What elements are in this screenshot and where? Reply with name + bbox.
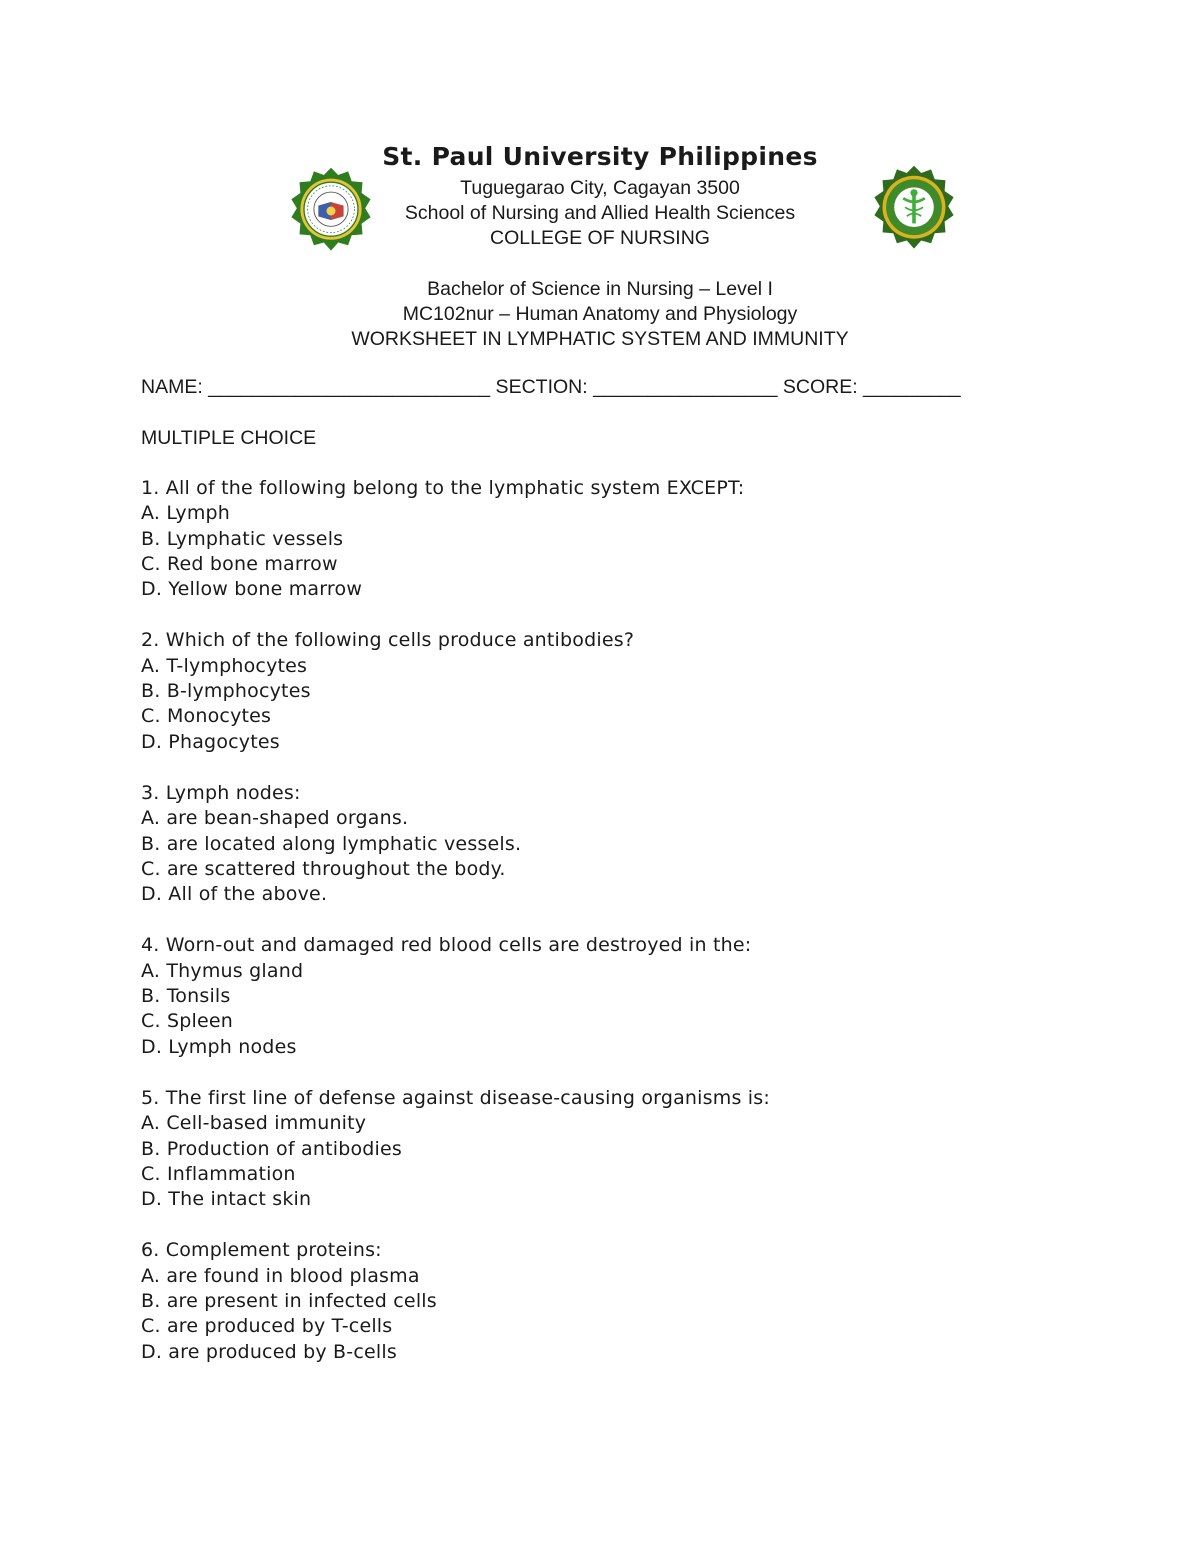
- question-stem: 5. The first line of defense against disease-causing organisms is:: [141, 1086, 770, 1109]
- school-name: School of Nursing and Allied Health Sciences: [404, 202, 796, 224]
- answer-option: C. are produced by T-cells: [141, 1315, 393, 1338]
- question-4: [141, 933, 1101, 1059]
- answer-option: A. are found in blood plasma: [141, 1264, 420, 1287]
- question-stem: 2. Which of the following cells produce antibodies?: [141, 629, 635, 652]
- question-stem: 3. Lymph nodes:: [141, 781, 301, 804]
- document-header: [0, 138, 1200, 352]
- university-name: St. Paul University Philippines: [382, 142, 818, 171]
- answer-option: A. Cell-based immunity: [141, 1112, 367, 1135]
- answer-option: B. Tonsils: [141, 985, 231, 1008]
- question-list: [141, 476, 1101, 1391]
- college-name: COLLEGE OF NURSING: [490, 227, 710, 249]
- answer-option: C. are scattered throughout the body.: [141, 857, 506, 880]
- question-3: [141, 781, 1101, 907]
- question-stem: 6. Complement proteins:: [141, 1239, 382, 1262]
- answer-option: C. Inflammation: [141, 1162, 296, 1185]
- question-stem: 1. All of the following belong to the lymphatic system EXCEPT:: [141, 477, 745, 499]
- course-name: MC102nur – Human Anatomy and Physiology: [402, 303, 798, 325]
- worksheet-title: WORKSHEET IN LYMPHATIC SYSTEM AND IMMUNITY: [351, 328, 849, 350]
- answer-option: A. Lymph: [141, 502, 231, 525]
- answer-option: B. Lymphatic vessels: [141, 527, 344, 550]
- question-2: [141, 628, 1101, 754]
- answer-option: D. Yellow bone marrow: [141, 578, 363, 601]
- answer-option: C. Spleen: [141, 1010, 233, 1033]
- answer-option: D. All of the above.: [141, 883, 328, 906]
- answer-option: A. Thymus gland: [141, 959, 304, 982]
- answer-option: C. Red bone marrow: [141, 552, 338, 575]
- answer-option: D. are produced by B-cells: [141, 1340, 397, 1363]
- answer-option: D. The intact skin: [141, 1188, 312, 1211]
- answer-option: A. T-lymphocytes: [141, 654, 308, 677]
- question-6: [141, 1238, 1101, 1364]
- answer-option: D. Phagocytes: [141, 730, 280, 753]
- program-name: Bachelor of Science in Nursing – Level I: [427, 278, 773, 300]
- answer-option: C. Monocytes: [141, 705, 272, 728]
- student-info-line: NAME: __________________________ SECTION: _________________ SCORE: _________: [141, 376, 961, 398]
- answer-option: B. are located along lymphatic vessels.: [141, 832, 522, 855]
- answer-option: B. Production of antibodies: [141, 1137, 403, 1160]
- question-5: [141, 1086, 1101, 1212]
- answer-option: B. B-lymphocytes: [141, 680, 311, 703]
- answer-option: D. Lymph nodes: [141, 1035, 297, 1058]
- university-address: Tuguegarao City, Cagayan 3500: [460, 177, 740, 199]
- question-stem: 4. Worn-out and damaged red blood cells are destroyed in the:: [141, 934, 752, 957]
- answer-option: A. are bean-shaped organs.: [141, 807, 409, 830]
- question-1: [141, 476, 1101, 602]
- answer-option: B. are present in infected cells: [141, 1290, 437, 1313]
- section-title: MULTIPLE CHOICE: [141, 427, 317, 449]
